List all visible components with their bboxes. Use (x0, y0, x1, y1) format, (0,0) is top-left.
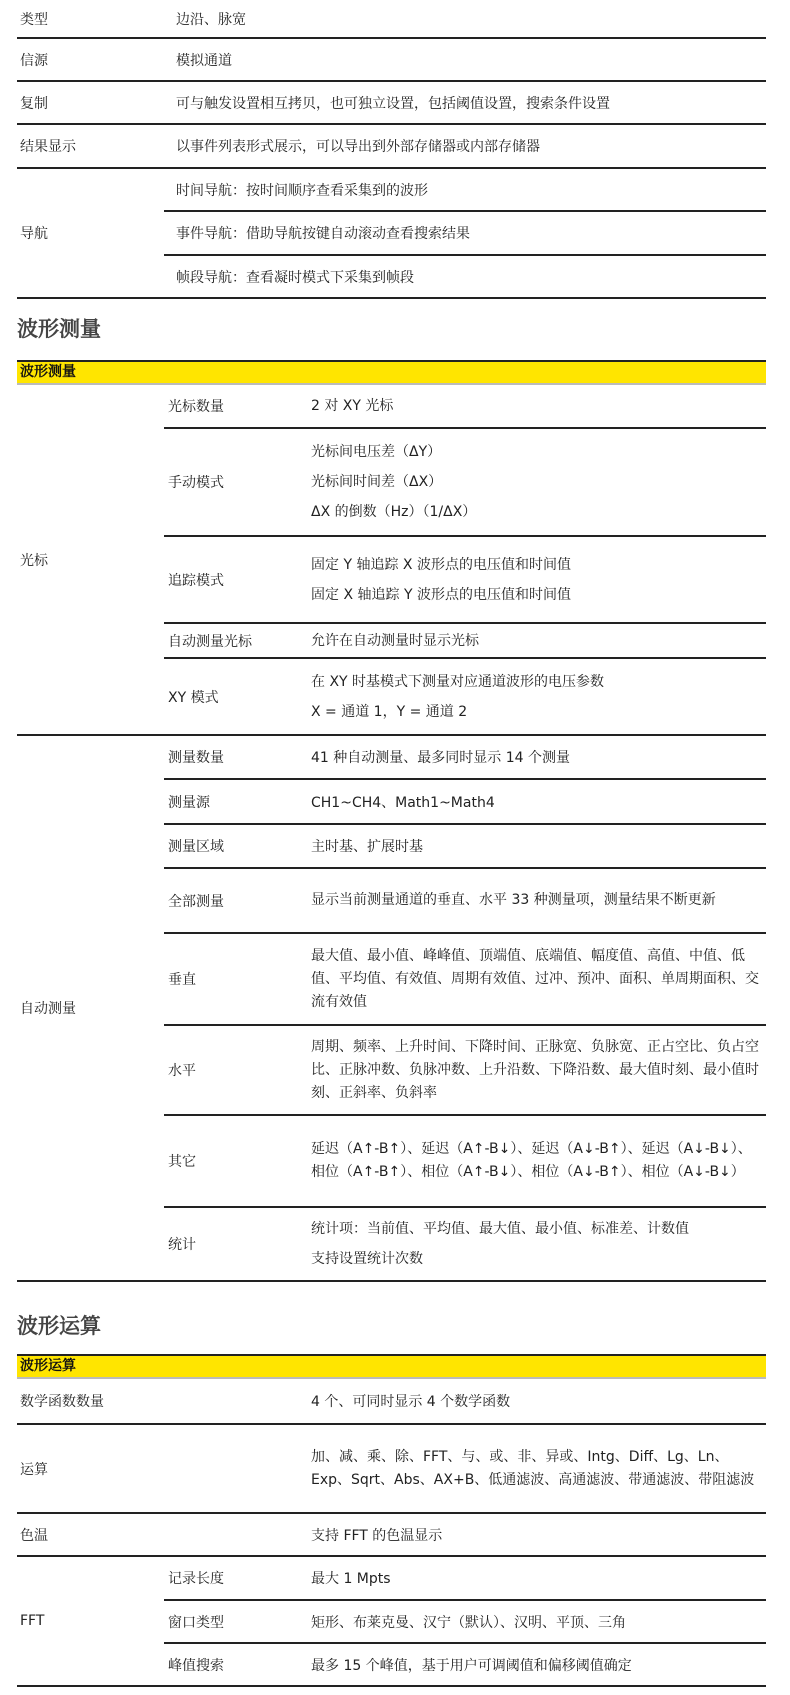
row-label: 水平 (164, 1025, 307, 1115)
row-label: XY 模式 (164, 658, 307, 735)
row-label: 全部测量 (164, 868, 307, 933)
row-value: 光标间电压差（ΔY） (311, 444, 442, 460)
row-value: 2 对 XY 光标 (311, 398, 394, 414)
row-value: 允许在自动测量时显示光标 (311, 632, 479, 649)
row-value: 统计项：当前值、平均值、最大值、最小值、标准差、计数值 (311, 1221, 689, 1237)
row-label: 色温 (17, 1513, 307, 1556)
table-row (17, 1379, 766, 1424)
row-label: 统计 (164, 1207, 307, 1281)
row-value: 时间导航：按时间顺序查看采集到的波形 (164, 168, 766, 211)
row-value: 支持 FFT 的色温显示 (307, 1513, 766, 1556)
row-value: 显示当前测量通道的垂直、水平 33 种测量项，测量结果不断更新 (311, 892, 716, 908)
row-value: 事件导航：借助导航按键自动滚动查看搜索结果 (164, 211, 766, 255)
table-row (17, 385, 766, 428)
table-row (17, 1513, 766, 1556)
row-value: 41 种自动测量、最多同时显示 14 个测量 (307, 735, 766, 779)
row-value: 加、减、乘、除、FFT、与、或、非、异或、Intg、Diff、Lg、Ln、Exp、Sqrt、Abs、AX+B、低通滤波、高通滤波、带通滤波、带阻滤波 (311, 1448, 755, 1488)
row-value: 可与触发设置相互拷贝，也可独立设置，包括阈值设置，搜索条件设置 (164, 81, 766, 124)
search-spec-table (17, 0, 766, 299)
row-value: 帧段导航：查看凝时模式下采集到帧段 (164, 255, 766, 298)
row-value: 光标间时间差（ΔX） (311, 474, 443, 490)
row-label: 窗口类型 (164, 1600, 307, 1643)
row-value: ΔX 的倒数（Hz）（1/ΔX） (311, 504, 477, 520)
math-spec-table (17, 1354, 766, 1687)
table-header-bar: 波形运算 (17, 1354, 766, 1379)
row-value: 固定 Y 轴追踪 X 波形点的电压值和时间值 (311, 556, 571, 573)
row-value: 矩形、布莱克曼、汉宁（默认）、汉明、平顶、三角 (307, 1600, 766, 1643)
table-row (17, 124, 766, 168)
row-label: 测量区域 (164, 824, 307, 868)
row-value: 以事件列表形式展示，可以导出到外部存储器或内部存储器 (164, 124, 766, 168)
row-value: 边沿、脉宽 (164, 0, 766, 38)
row-value: X = 通道 1，Y = 通道 2 (311, 703, 468, 720)
row-value: 最大 1 Mpts (307, 1556, 766, 1600)
row-label: 数学函数数量 (17, 1379, 307, 1424)
group-label: 光标 (17, 385, 164, 735)
table-row (17, 168, 766, 211)
row-label: 运算 (17, 1424, 307, 1513)
table-row (17, 81, 766, 124)
row-label: 记录长度 (164, 1556, 307, 1600)
row-value: 4 个、可同时显示 4 个数学函数 (307, 1379, 766, 1424)
section-heading-measure: 波形测量 (17, 317, 101, 341)
row-label: 垂直 (164, 933, 307, 1025)
table-row (17, 1556, 766, 1600)
table-row (17, 735, 766, 779)
row-label: 类型 (17, 0, 164, 38)
row-label: 测量数量 (164, 735, 307, 779)
row-label: 信源 (17, 38, 164, 81)
table-header-bar: 波形测量 (17, 360, 766, 385)
row-label: 测量源 (164, 779, 307, 824)
row-value: 模拟通道 (164, 38, 766, 81)
table-row (17, 1424, 766, 1513)
row-label: 复制 (17, 81, 164, 124)
row-value: CH1~CH4、Math1~Math4 (307, 779, 766, 824)
group-label: 自动测量 (17, 735, 164, 1281)
measure-spec-table (17, 360, 766, 1282)
section-heading-math: 波形运算 (17, 1314, 101, 1338)
row-label: 结果显示 (17, 124, 164, 168)
row-label: 自动测量光标 (164, 623, 307, 658)
row-value: 最多 15 个峰值，基于用户可调阈值和偏移阈值确定 (307, 1643, 766, 1686)
row-value: 固定 X 轴追踪 Y 波形点的电压值和时间值 (311, 586, 571, 603)
row-label: 追踪模式 (164, 536, 307, 623)
group-label: FFT (17, 1556, 164, 1686)
row-label: 峰值搜索 (164, 1643, 307, 1686)
row-value: 支持设置统计次数 (311, 1251, 423, 1267)
table-row (17, 38, 766, 81)
table-row (17, 0, 766, 38)
row-label: 其它 (164, 1115, 307, 1207)
row-label: 光标数量 (164, 385, 307, 428)
row-label: 手动模式 (164, 428, 307, 536)
row-value: 延迟（A↑-B↑）、延迟（A↑-B↓）、延迟（A↓-B↑）、延迟（A↓-B↓）、相位（A↑-B↑）、相位（A↑-B↓）、相位（A↓-B↑）、相位（A↓-B↓） (311, 1141, 752, 1180)
row-value: 在 XY 时基模式下测量对应通道波形的电压参数 (311, 673, 605, 690)
row-label: 导航 (17, 168, 164, 298)
row-value: 周期、频率、上升时间、下降时间、正脉宽、负脉宽、正占空比、负占空比、正脉冲数、负脉冲数、上升沿数、下降沿数、最大值时刻、最小值时刻、正斜率、负斜率 (311, 1038, 759, 1101)
row-value: 最大值、最小值、峰峰值、顶端值、底端值、幅度值、高值、中值、低值、平均值、有效值、周期有效值、过冲、预冲、面积、单周期面积、交流有效值 (311, 947, 759, 1010)
row-value: 主时基、扩展时基 (307, 824, 766, 868)
